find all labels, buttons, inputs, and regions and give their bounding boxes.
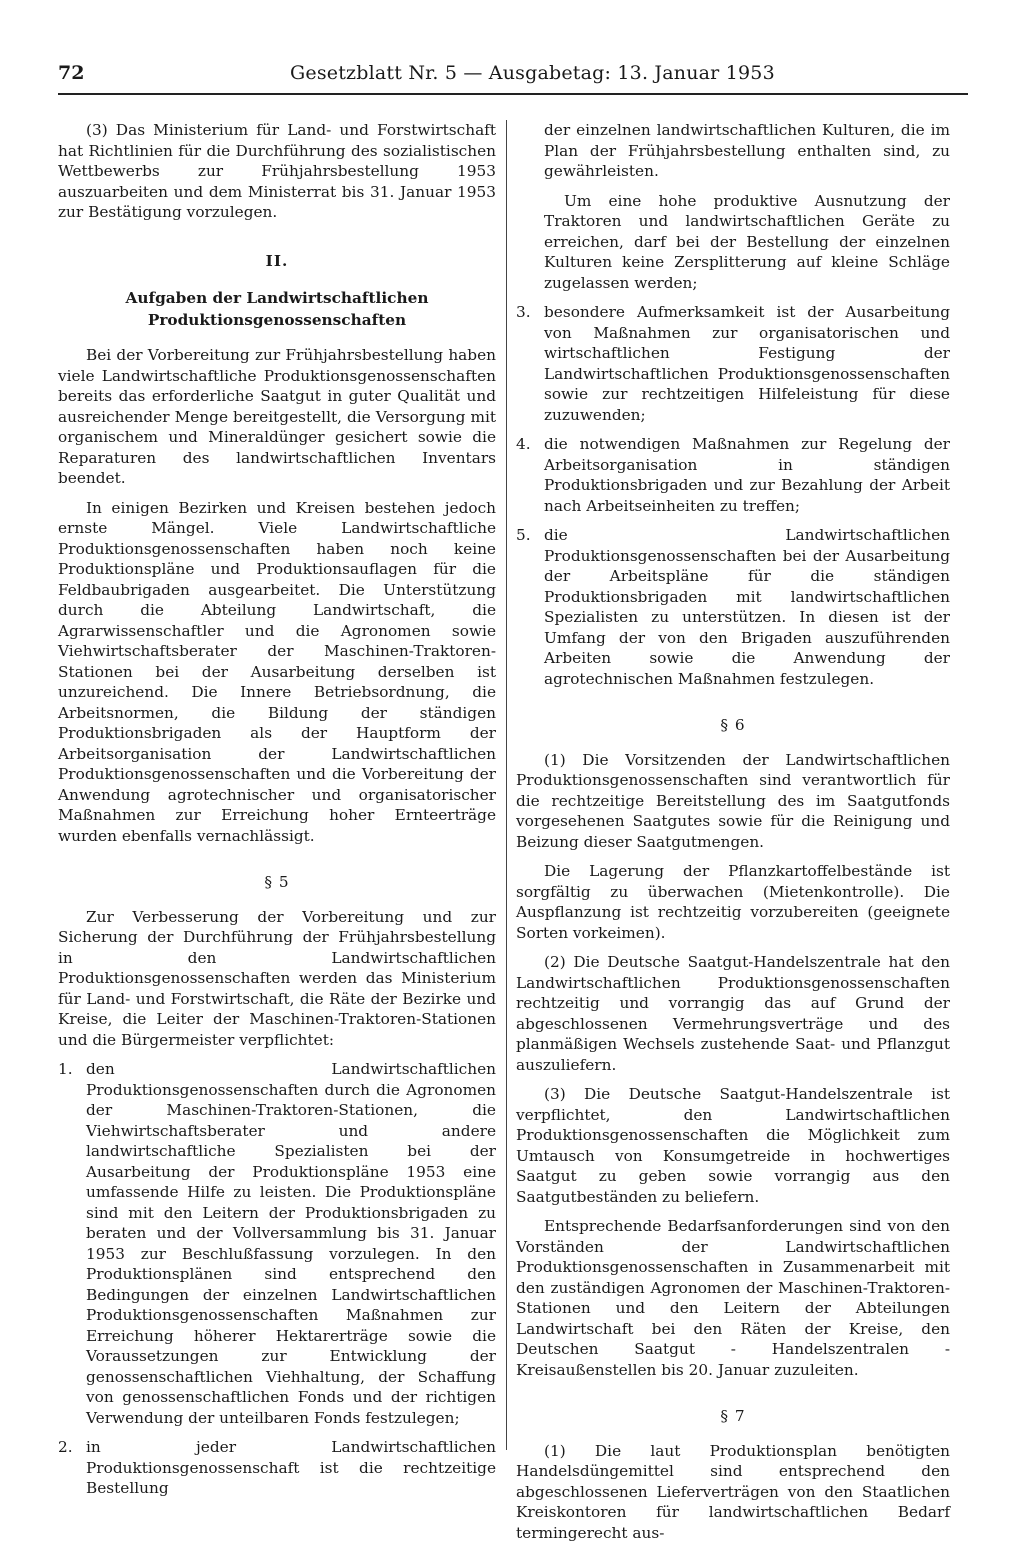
paragraph-sign-5: § 5 (264, 873, 290, 891)
list-item-number: 4. (516, 435, 531, 453)
list-item (58, 1437, 496, 1499)
section-heading-line: Produktionsgenossenschaften (147, 311, 407, 329)
body-paragraph: Zur Verbesserung der Vorbereitung und zur Sicherung der Durchführung der Frühjahrsbestellung in den Landwirtschaftlichen Produktionsgenossenschaften werden das Ministerium für Land- und Forstwirtschaft, die Räte der Bezirke und Kreise, die Leiter der Maschinen-Traktoren-Stationen und die Bürgermeister verpflichtet: (58, 907, 496, 1049)
list-item-number: 3. (516, 303, 531, 321)
paragraph-sign-7: § 7 (720, 1407, 746, 1425)
header-rule (58, 93, 968, 95)
list-item-text: den Landwirtschaftlichen Produktionsgenossenschaften durch die Agronomen der Maschinen-Traktoren-Stationen, die Viehwirtschaftsberater und andere landwirtschaftliche Spezialisten bei der Ausarbeitung der Produktionspläne 1953 eine umfassende Hilfe zu leisten. Die Produktionspläne sind mit den Leitern der Produktionsbrigaden zu beraten und der Vollversammlung bis 31. Januar 1953 zur Beschlußfassung vorzulegen. In den Produktionsplänen sind entsprechend den Bedingungen der einzelnen Landwirtschaftlichen Produktionsgenossenschaften Maßnahmen zur Erreichung höherer Hektarerträge sowie die Voraussetzungen zur Entwicklung der genossenschaftlichen Viehhaltung, der Schaffung von genossenschaftlichen Fonds und der richtigen Verwendung der unteilbaren Fonds festzulegen; (86, 1060, 496, 1427)
paragraph-sign-6: § 6 (720, 716, 746, 734)
body-paragraph: Die Lagerung der Pflanzkartoffelbestände ist sorgfältig zu überwachen (Mietenkontrolle). Die Auspflanzung ist rechtzeitig vorzubereiten (geeignete Sorten vorkeimen). (516, 862, 950, 942)
list-item-continuation: der einzelnen landwirtschaftlichen Kulturen, die im Plan der Frühjahrsbestellung enthalten sind, zu gewährleisten. (544, 121, 950, 180)
section-heading (58, 287, 496, 331)
right-column (516, 120, 950, 1552)
list-item-number: 5. (516, 526, 531, 544)
list-item-text: die Landwirtschaftlichen Produktionsgenossenschaften bei der Ausarbeitung der Arbeitspläne für die ständigen Produktionsbrigaden mit landwirtschaftlichen Spezialisten zu unterstützen. In diesen ist der Umfang der von den Brigaden auszuführenden Arbeiten sowie die Anwendung der agrotechnischen Maßnahmen festzulegen. (544, 526, 950, 688)
body-paragraph: (2) Die Deutsche Saatgut-Handelszentrale hat den Landwirtschaftlichen Produktionsgenossenschaften rechtzeitig und vorrangig das auf Grund der abgeschlossenen Vermehrungsverträge und des planmäßigen Wechsels zustehende Saat- und Pflanzgut auszuliefern. (516, 953, 950, 1074)
list-item-number: 1. (58, 1060, 73, 1078)
page-header (58, 62, 968, 102)
body-paragraph: In einigen Bezirken und Kreisen bestehen jedoch ernste Mängel. Viele Landwirtschaftliche Produktionsgenossenschaften haben noch keine Produktionspläne und Produktionsauflagen für die Feldbaubrigaden ausgearbeitet. Die Unterstützung durch die Abteilung Landwirtschaft, die Agrarwissenschaftler und die Agronomen sowie Viehwirtschaftsberater der Maschinen-Traktoren-Stationen bei der Ausarbeitung derselben ist unzureichend. Die Innere Betriebsordnung, die Arbeitsnormen, die Bildung der ständigen Produktionsbrigaden als der Hauptform der Arbeitsorganisation der Landwirtschaftlichen Produktionsgenossenschaften und die Vorbereitung der Anwendung agrotechnischer und organisatorischer Maßnahmen zur Erreichung hoher Ernteerträge wurden ebenfalls vernachlässigt. (58, 498, 496, 845)
body-paragraph: (1) Die Vorsitzenden der Landwirtschaftlichen Produktionsgenossenschaften sind verantwortlich für die rechtzeitige Bereitstellung des im Saatgutfonds vorgesehenen Saatgutes sowie für die Reinigung und Beizung dieser Saatgutmengen. (516, 750, 950, 851)
left-column (58, 120, 496, 1508)
header-title: Gesetzblatt Nr. 5 — Ausgabetag: 13. Januar 1953 (290, 62, 775, 84)
page-number: 72 (58, 62, 85, 84)
list-item-text: besondere Aufmerksamkeit ist der Ausarbeitung von Maßnahmen zur organisatorischen und wirtschaftlichen Festigung der Landwirtschaftlichen Produktionsgenossenschaften sowie zur rechtzeitigen Hilfeleistung für diese zuzuwenden; (544, 303, 950, 424)
body-paragraph: Bei der Vorbereitung zur Frühjahrsbestellung haben viele Landwirtschaftliche Produktionsgenossenschaften bereits das erforderliche Saatgut in guter Qualität und ausreichender Menge bereitgestellt, die Versorgung mit organischem und Mineraldünger gesichert sowie die Reparaturen des landwirtschaftlichen Inventars beendet. (58, 346, 496, 487)
section-heading-line: Aufgaben der Landwirtschaftlichen (125, 289, 429, 307)
section-numeral: II. (265, 251, 289, 270)
paragraph-3: (3) Das Ministerium für Land- und Forstwirtschaft hat Richtlinien für die Durchführung des sozialistischen Wettbewerbs zur Frühjahrsbestellung 1953 auszuarbeiten und dem Ministerrat bis 31. Januar 1953 zur Bestätigung vorzulegen. (58, 121, 496, 221)
list-item (516, 525, 950, 689)
list-item-number: 2. (58, 1438, 73, 1456)
body-paragraph: (1) Die laut Produktionsplan benötigten Handelsdüngemittel sind entsprechend den abgeschlossenen Lieferverträgen von den Staatlichen Kreiskontoren für landwirtschaftlichen Bedarf termingerecht aus- (516, 1441, 950, 1542)
list-item (516, 434, 950, 516)
list-item (516, 302, 950, 425)
list-item-text: in jeder Landwirtschaftlichen Produktionsgenossenschaft ist die rechtzeitige Bestellung (86, 1438, 496, 1497)
column-divider (506, 120, 507, 1450)
body-paragraph: (3) Die Deutsche Saatgut-Handelszentrale ist verpflichtet, den Landwirtschaftlichen Produktionsgenossenschaften die Möglichkeit zum Umtausch von Konsumgetreide in hochwertiges Saatgut zu geben sowie vorrangig aus den Saatgutbeständen zu beliefern. (516, 1085, 950, 1206)
list-item-continuation: Um eine hohe produktive Ausnutzung der Traktoren und landwirtschaftlichen Geräte zu erreichen, darf bei der Bestellung der einzelnen Kulturen keine Zersplitterung auf kleine Schläge zugelassen werden; (544, 191, 950, 292)
body-paragraph: Entsprechende Bedarfsanforderungen sind von den Vorständen der Landwirtschaftlichen Produktionsgenossenschaften in Zusammenarbeit mit den zuständigen Agronomen der Maschinen-Traktoren-Stationen und den Leitern der Abteilungen Landwirtschaft bei den Räten der Kreise, den Deutschen Saatgut - Handelszentralen - Kreisaußenstellen bis 20. Januar zuzuleiten. (516, 1217, 950, 1379)
list-item-text: die notwendigen Maßnahmen zur Regelung der Arbeitsorganisation in ständigen Produktionsbrigaden und zur Bezahlung der Arbeit nach Arbeitseinheiten zu treffen; (544, 435, 950, 515)
list-item (58, 1059, 496, 1428)
